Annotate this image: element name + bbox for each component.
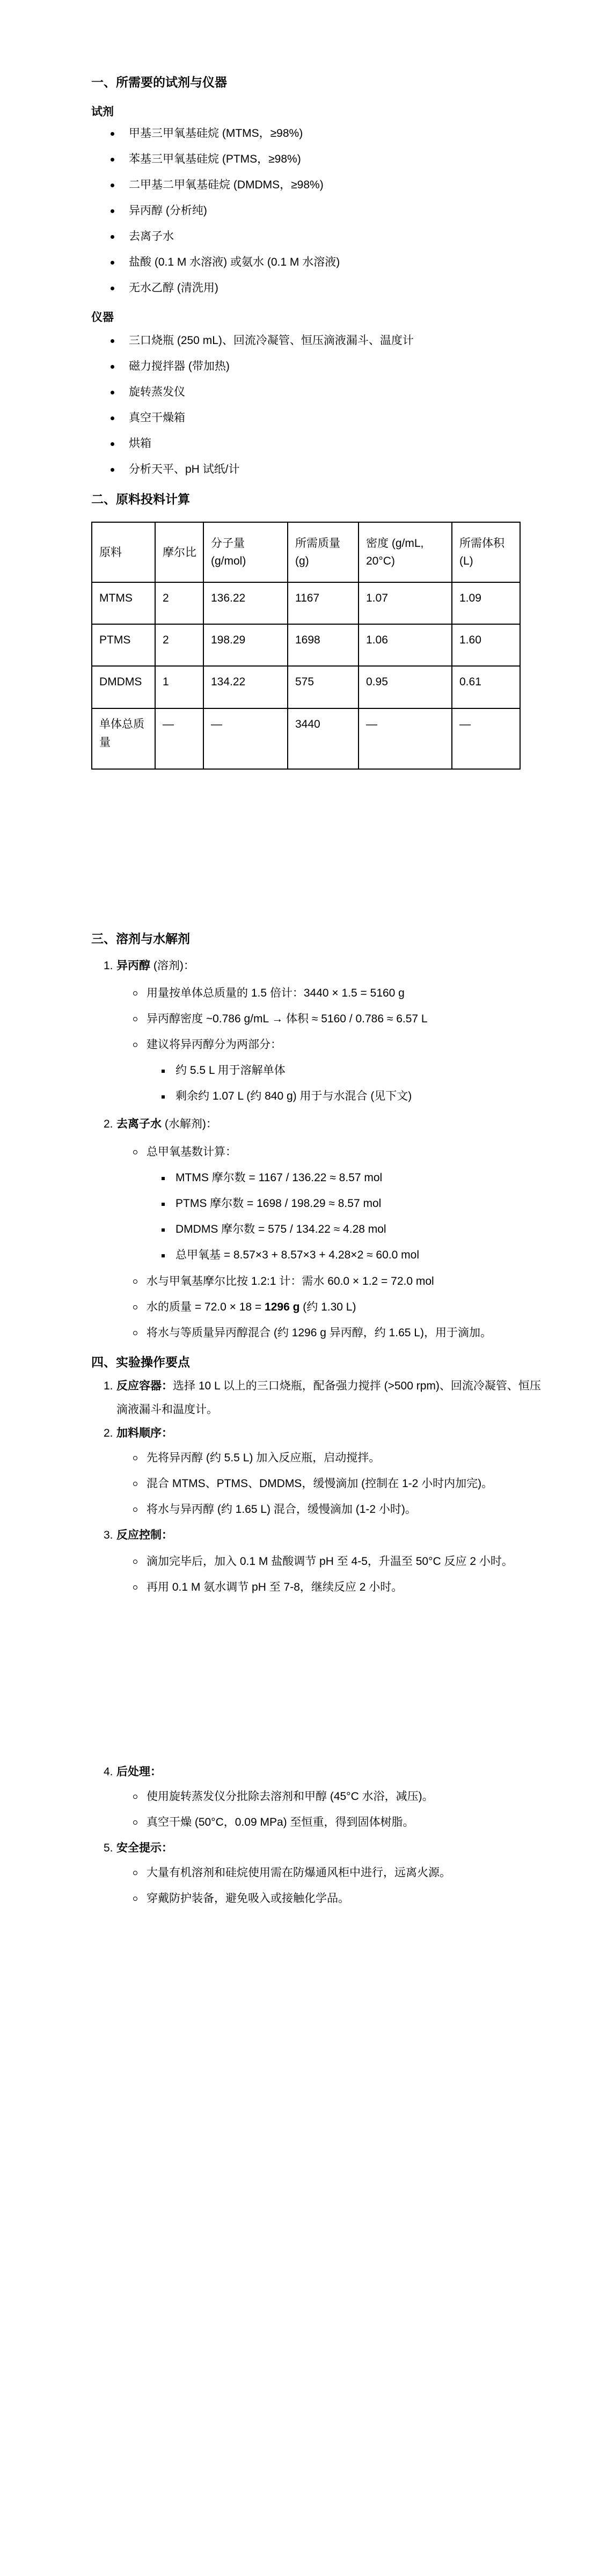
- bullet-text: 穿戴防护装备，避免吸入或接触化学品。: [147, 1892, 349, 1905]
- section-2-title: 二、原料投料计算: [91, 492, 190, 506]
- list-item: [91, 225, 549, 248]
- bullet-square-icon: [162, 1228, 165, 1232]
- bullet-text: 剩余约 1.07 L (约 840 g) 用于与水混合 (见下文): [175, 1090, 412, 1102]
- reagent-text: 苯基三甲氧基硅烷 (PTMS，≥98%): [129, 153, 301, 165]
- reagent-text: 盐酸 (0.1 M 水溶液) 或氨水 (0.1 M 水溶液): [129, 256, 340, 268]
- bullet-dot-icon: [111, 209, 114, 213]
- section-1-title: 一、所需要的试剂与仪器: [91, 75, 227, 89]
- bullet-square-icon: [162, 1254, 165, 1257]
- section-3-title: 三、溶剂与水解剂: [91, 932, 190, 946]
- bullet-dot-icon: [111, 442, 114, 446]
- table-cell: 1.60: [452, 624, 520, 666]
- list-item: [91, 1059, 549, 1082]
- list-item: [91, 122, 549, 145]
- bullet-dot-icon: [111, 158, 114, 162]
- bullet-text: 水与甲氧基摩尔比按 1.2:1 计：需水 60.0 × 1.2 = 72.0 mol: [147, 1275, 434, 1287]
- bullet-text: 建议将异丙醇分为两部分：: [147, 1038, 282, 1051]
- item-label: 去离子水: [116, 1118, 162, 1130]
- bullet-dot-icon: [111, 287, 114, 290]
- item-text: 选择 10 L 以上的三口烧瓶，配备强力搅拌 (>500 rpm)、回流冷凝管、恒压滴液漏斗和温度计。: [116, 1380, 541, 1416]
- item-number: 2.: [104, 1427, 113, 1439]
- list-item: [91, 1811, 549, 1834]
- instrument-text: 磁力搅拌器 (带加热): [129, 360, 230, 372]
- list-item: [91, 1192, 549, 1216]
- bullet-text: 用量按单体总质量的 1.5 倍计：3440 × 1.5 = 5160 g: [147, 987, 405, 999]
- bullet-text: DMDMS 摩尔数 = 575 / 134.22 ≈ 4.28 mol: [175, 1223, 386, 1235]
- list-item: [91, 1218, 549, 1241]
- bullet-text: 约 5.5 L 用于溶解单体: [175, 1064, 286, 1077]
- table-header-cell: 密度 (g/mL, 20°C): [359, 522, 452, 582]
- bullet-text: PTMS 摩尔数 = 1698 / 198.29 ≈ 8.57 mol: [175, 1197, 382, 1210]
- table-cell: 3440: [288, 708, 359, 769]
- item-number: 4.: [104, 1766, 113, 1778]
- table-cell: MTMS: [92, 582, 155, 624]
- sub-bullet-list: [91, 982, 549, 1057]
- item-label-suffix: (溶剂)：: [150, 960, 195, 972]
- bullet-text: 先将异丙醇 (约 5.5 L) 加入反应瓶，启动搅拌。: [147, 1452, 381, 1464]
- table-row: [92, 666, 520, 708]
- list-item: [91, 1166, 549, 1190]
- bullet-text: 再用 0.1 M 氨水调节 pH 至 7-8，继续反应 2 小时。: [147, 1581, 403, 1593]
- table-cell: —: [203, 708, 288, 769]
- list-item: [91, 1085, 549, 1108]
- sub-bullet-list: [91, 1270, 549, 1345]
- numbered-item-safety: [91, 1836, 549, 1860]
- bullet-dot-icon: [111, 391, 114, 394]
- bullet-square-icon: [162, 1177, 165, 1180]
- list-item: [91, 982, 549, 1005]
- bullet-circle-icon: [133, 1820, 137, 1825]
- bullet-circle-icon: [133, 1897, 137, 1901]
- list-item: [91, 1033, 549, 1057]
- table-row: [92, 624, 520, 666]
- numbered-item-post-treatment: [91, 1760, 549, 1784]
- bullet-dot-icon: [111, 235, 114, 239]
- table-cell: —: [359, 708, 452, 769]
- list-item: [91, 329, 549, 353]
- bullet-text: 水的质量 = 72.0 × 18 =: [147, 1301, 265, 1313]
- bullet-circle-icon: [133, 1795, 137, 1799]
- bullet-text: 总甲氧基数计算：: [147, 1146, 237, 1158]
- list-item: [91, 1007, 549, 1031]
- list-item: [91, 1498, 549, 1521]
- bullet-dot-icon: [111, 468, 114, 472]
- table-cell: 575: [288, 666, 359, 708]
- item-label: 后处理：: [116, 1766, 162, 1778]
- sub-bullet-list: [91, 1140, 549, 1164]
- table-cell: 2: [155, 582, 203, 624]
- bullet-circle-icon: [133, 1279, 137, 1284]
- item-label: 反应控制：: [116, 1529, 173, 1541]
- bullet-text: 总甲氧基 = 8.57×3 + 8.57×3 + 4.28×2 ≈ 60.0 mol: [175, 1249, 419, 1261]
- bullet-dot-icon: [111, 416, 114, 420]
- bullet-square-icon: [162, 1095, 165, 1099]
- sub-sub-bullet-list: [91, 1059, 549, 1108]
- bullet-dot-icon: [111, 184, 114, 187]
- list-item: [91, 1472, 549, 1496]
- item-number: 1.: [104, 1380, 113, 1392]
- table-cell: 2: [155, 624, 203, 666]
- instrument-text: 三口烧瓶 (250 mL)、回流冷凝管、恒压滴液漏斗、温度计: [129, 334, 414, 347]
- table-row: [92, 582, 520, 624]
- bullet-text: 使用旋转蒸发仪分批除去溶剂和甲醇 (45°C 水浴，减压)。: [147, 1790, 434, 1803]
- list-item: [91, 1296, 549, 1319]
- sub-bullet-list: [91, 1861, 549, 1911]
- list-item: [91, 1576, 549, 1599]
- bullet-text: 混合 MTMS、PTMS、DMDMS，缓慢滴加 (控制在 1-2 小时内加完)。: [147, 1477, 493, 1490]
- table-cell: 1.06: [359, 624, 452, 666]
- list-item: [91, 1140, 549, 1164]
- bullet-circle-icon: [133, 1305, 137, 1309]
- table-cell: PTMS: [92, 624, 155, 666]
- bullet-square-icon: [162, 1070, 165, 1073]
- bullet-circle-icon: [133, 991, 137, 996]
- list-item: [91, 432, 549, 456]
- reagents-list: [91, 122, 549, 300]
- instrument-text: 烘箱: [129, 437, 151, 450]
- numbered-item-isopropanol: [91, 954, 549, 978]
- table-header-cell: 摩尔比: [155, 522, 203, 582]
- table-cell: 1: [155, 666, 203, 708]
- table-cell: 198.29: [203, 624, 288, 666]
- list-item: [91, 1550, 549, 1574]
- reagent-text: 异丙醇 (分析纯): [129, 204, 207, 217]
- list-item: [91, 199, 549, 223]
- sub-bullet-list: [91, 1446, 549, 1521]
- sub-bullet-list: [91, 1550, 549, 1599]
- list-item: [91, 1861, 549, 1885]
- table-cell: 1698: [288, 624, 359, 666]
- item-label: 加料顺序：: [116, 1427, 173, 1439]
- item-number: 3.: [104, 1529, 113, 1541]
- table-cell: —: [452, 708, 520, 769]
- list-item: [91, 1270, 549, 1293]
- bullet-text-bold: 1296 g: [265, 1301, 300, 1313]
- bullet-text: 将水与异丙醇 (约 1.65 L) 混合，缓慢滴加 (1-2 小时)。: [147, 1503, 416, 1516]
- list-item: [91, 148, 549, 171]
- bullet-dot-icon: [111, 132, 114, 136]
- table-cell: 1.09: [452, 582, 520, 624]
- list-item: [91, 458, 549, 481]
- bullet-circle-icon: [133, 1017, 137, 1021]
- bullet-dot-icon: [111, 339, 114, 343]
- bullet-dot-icon: [111, 365, 114, 369]
- bullet-text: 真空干燥 (50°C，0.09 MPa) 至恒重，得到固体树脂。: [147, 1816, 414, 1828]
- bullet-text: MTMS 摩尔数 = 1167 / 136.22 ≈ 8.57 mol: [175, 1172, 383, 1184]
- sub-bullet-list: [91, 1785, 549, 1834]
- list-item: [91, 1785, 549, 1809]
- item-number: 5.: [104, 1842, 113, 1854]
- item-label-suffix: (水解剂)：: [162, 1118, 217, 1130]
- table-header-cell: 所需质量 (g): [288, 522, 359, 582]
- item-number: 2.: [104, 1118, 113, 1130]
- instrument-text: 旋转蒸发仪: [129, 386, 185, 398]
- instrument-text: 真空干燥箱: [129, 412, 185, 424]
- table-total-row: [92, 708, 520, 769]
- instruments-list: [91, 329, 549, 481]
- table-cell: 单体总质量: [92, 708, 155, 769]
- bullet-circle-icon: [133, 1585, 137, 1590]
- bullet-circle-icon: [133, 1560, 137, 1564]
- list-item: [91, 173, 549, 197]
- list-item: [91, 1446, 549, 1470]
- table-header-cell: 原料: [92, 522, 155, 582]
- bullet-text: 滴加完毕后，加入 0.1 M 盐酸调节 pH 至 4-5，升温至 50°C 反应 2 小时。: [147, 1555, 513, 1568]
- table-cell: 136.22: [203, 582, 288, 624]
- bullet-circle-icon: [133, 1507, 137, 1512]
- item-number: 1.: [104, 960, 113, 972]
- bullet-circle-icon: [133, 1482, 137, 1486]
- reagent-text: 去离子水: [129, 230, 174, 243]
- list-item: [91, 1887, 549, 1911]
- table-header-cell: 所需体积 (L): [452, 522, 520, 582]
- numbered-item-water: [91, 1113, 549, 1136]
- raw-material-table: [91, 522, 521, 770]
- instrument-text: 分析天平、pH 试纸/计: [129, 463, 240, 475]
- bullet-circle-icon: [133, 1871, 137, 1875]
- bullet-text: 将水与等质量异丙醇混合 (约 1296 g 异丙醇，约 1.65 L)，用于滴加。: [147, 1327, 492, 1339]
- bullet-circle-icon: [133, 1150, 137, 1154]
- bullet-square-icon: [162, 1203, 165, 1206]
- table-cell: —: [155, 708, 203, 769]
- list-item: [91, 380, 549, 404]
- bullet-text: 大量有机溶剂和硅烷使用需在防爆通风柜中进行，远离火源。: [147, 1867, 451, 1879]
- list-item: [91, 355, 549, 378]
- item-label: 异丙醇: [116, 960, 150, 972]
- numbered-item-reaction-control: [91, 1524, 549, 1547]
- list-item: [91, 251, 549, 274]
- table-cell: 0.61: [452, 666, 520, 708]
- bullet-circle-icon: [133, 1456, 137, 1460]
- reagents-heading: 试剂: [91, 106, 114, 118]
- list-item: [91, 1243, 549, 1267]
- list-item: [91, 276, 549, 300]
- table-cell: 1.07: [359, 582, 452, 624]
- bullet-circle-icon: [133, 1331, 137, 1335]
- section-4-title: 四、实验操作要点: [91, 1355, 190, 1369]
- table-cell: DMDMS: [92, 666, 155, 708]
- table-cell: 0.95: [359, 666, 452, 708]
- numbered-item-feeding-order: [91, 1422, 549, 1445]
- sub-sub-bullet-list: [91, 1166, 549, 1267]
- numbered-item-reactor: [91, 1374, 549, 1422]
- list-item: [91, 406, 549, 430]
- table-cell: 134.22: [203, 666, 288, 708]
- bullet-text: (约 1.30 L): [299, 1301, 356, 1313]
- item-label: 反应容器：: [116, 1380, 173, 1392]
- reagent-text: 甲基三甲氧基硅烷 (MTMS，≥98%): [129, 127, 303, 140]
- list-item: [91, 1321, 549, 1345]
- item-label: 安全提示：: [116, 1842, 173, 1854]
- instruments-heading: 仪器: [91, 311, 114, 324]
- bullet-text: 异丙醇密度 ~0.786 g/mL → 体积 ≈ 5160 / 0.786 ≈ 6.57 L: [147, 1013, 428, 1025]
- reagent-text: 二甲基二甲氧基硅烷 (DMDMS，≥98%): [129, 179, 324, 191]
- bullet-circle-icon: [133, 1043, 137, 1047]
- bullet-dot-icon: [111, 261, 114, 265]
- table-header-cell: 分子量 (g/mol): [203, 522, 288, 582]
- table-header-row: [92, 522, 520, 582]
- reagent-text: 无水乙醇 (清洗用): [129, 282, 218, 294]
- table-cell: 1167: [288, 582, 359, 624]
